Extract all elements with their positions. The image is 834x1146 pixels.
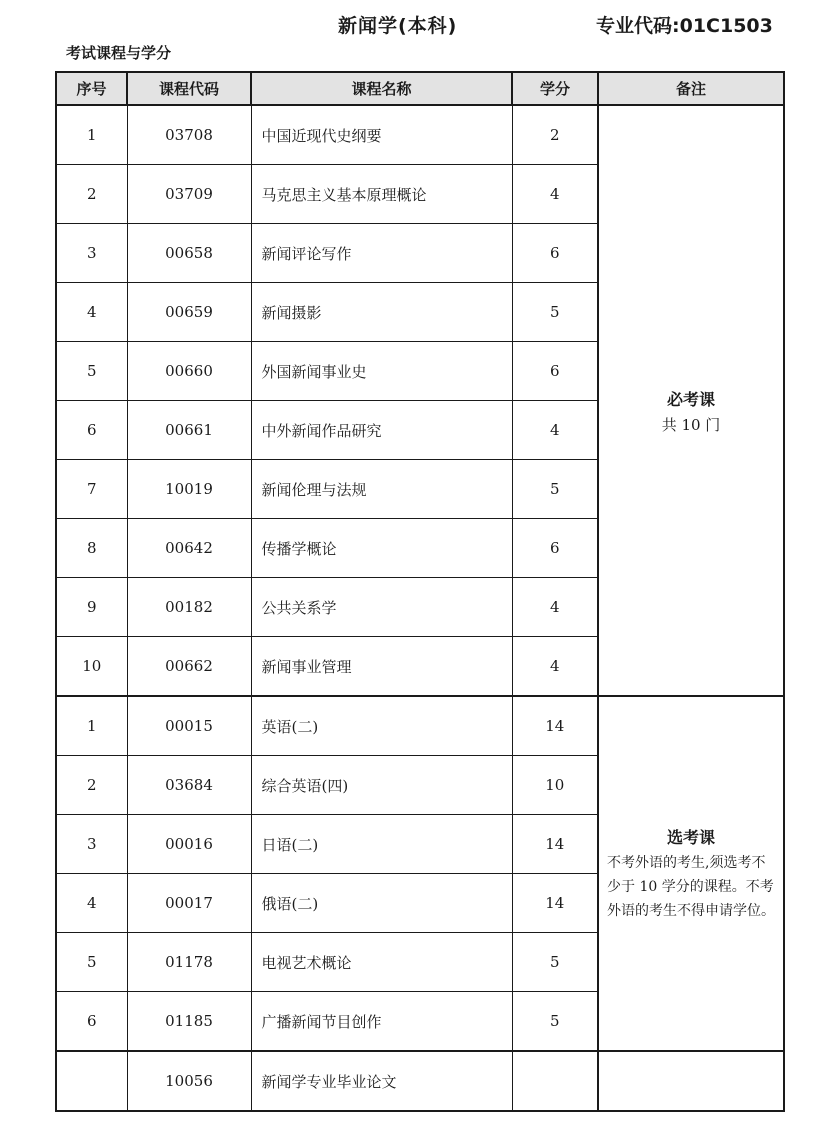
course-credit: 6 xyxy=(512,224,598,283)
table-row xyxy=(56,696,784,756)
course-name: 新闻评论写作 xyxy=(251,224,512,283)
course-name: 公共关系学 xyxy=(251,578,512,637)
course-no: 6 xyxy=(56,401,127,460)
course-credit: 4 xyxy=(512,637,598,697)
course-code: 03708 xyxy=(127,105,251,165)
course-name: 中外新闻作品研究 xyxy=(251,401,512,460)
course-no xyxy=(56,1051,127,1111)
course-credit: 14 xyxy=(512,815,598,874)
course-name: 中国近现代史纲要 xyxy=(251,105,512,165)
course-credit: 5 xyxy=(512,460,598,519)
course-credit: 4 xyxy=(512,578,598,637)
course-name: 综合英语(四) xyxy=(251,756,512,815)
course-credit: 14 xyxy=(512,874,598,933)
course-credit: 4 xyxy=(512,401,598,460)
course-code: 00642 xyxy=(127,519,251,578)
required-note-cell xyxy=(598,105,784,696)
course-credit: 10 xyxy=(512,756,598,815)
course-no: 5 xyxy=(56,342,127,401)
course-code: 03709 xyxy=(127,165,251,224)
course-no: 2 xyxy=(56,756,127,815)
course-code: 00659 xyxy=(127,283,251,342)
course-code: 00017 xyxy=(127,874,251,933)
course-code: 00662 xyxy=(127,637,251,697)
course-credit: 5 xyxy=(512,283,598,342)
course-name: 马克思主义基本原理概论 xyxy=(251,165,512,224)
course-code: 00016 xyxy=(127,815,251,874)
page-title: 新闻学(本科) xyxy=(338,15,458,37)
course-name: 新闻伦理与法规 xyxy=(251,460,512,519)
col-header-name: 课程名称 xyxy=(251,72,512,105)
course-no: 4 xyxy=(56,874,127,933)
course-credit: 6 xyxy=(512,519,598,578)
course-name: 新闻摄影 xyxy=(251,283,512,342)
course-no: 7 xyxy=(56,460,127,519)
course-no: 8 xyxy=(56,519,127,578)
course-name: 传播学概论 xyxy=(251,519,512,578)
course-code: 00015 xyxy=(127,696,251,756)
course-code: 10019 xyxy=(127,460,251,519)
course-no: 5 xyxy=(56,933,127,992)
course-credit: 14 xyxy=(512,696,598,756)
course-name: 外国新闻事业史 xyxy=(251,342,512,401)
required-note-title: 必考课 xyxy=(666,389,715,409)
table-row-thesis xyxy=(56,1051,784,1111)
course-credit: 6 xyxy=(512,342,598,401)
course-no: 1 xyxy=(56,105,127,165)
elective-note-text: 不考外语的考生,须选考不少于 10 学分的课程。不考外语的考生不得申请学位。 xyxy=(607,854,775,919)
course-code: 10056 xyxy=(127,1051,251,1111)
elective-note-cell xyxy=(598,696,784,1051)
course-credit: 4 xyxy=(512,165,598,224)
thesis-note xyxy=(598,1051,784,1111)
course-no: 1 xyxy=(56,696,127,756)
col-header-credit: 学分 xyxy=(512,72,598,105)
major-code: 专业代码:01C1503 xyxy=(596,15,773,37)
table-row xyxy=(56,105,784,165)
course-no: 6 xyxy=(56,992,127,1052)
col-header-note: 备注 xyxy=(598,72,784,105)
course-code: 01185 xyxy=(127,992,251,1052)
course-name: 俄语(二) xyxy=(251,874,512,933)
course-no: 4 xyxy=(56,283,127,342)
col-header-no: 序号 xyxy=(56,72,127,105)
course-no: 2 xyxy=(56,165,127,224)
course-table xyxy=(55,71,785,1112)
course-name: 新闻事业管理 xyxy=(251,637,512,697)
course-name: 新闻学专业毕业论文 xyxy=(251,1051,512,1111)
col-header-code: 课程代码 xyxy=(127,72,251,105)
course-code: 00658 xyxy=(127,224,251,283)
course-name: 日语(二) xyxy=(251,815,512,874)
elective-note-title: 选考课 xyxy=(666,827,715,847)
course-name: 广播新闻节目创作 xyxy=(251,992,512,1052)
section-heading: 考试课程与学分 xyxy=(66,44,172,62)
course-code: 00660 xyxy=(127,342,251,401)
course-no: 3 xyxy=(56,815,127,874)
course-name: 英语(二) xyxy=(251,696,512,756)
course-no: 10 xyxy=(56,637,127,697)
required-note-count: 共 10 门 xyxy=(661,415,721,434)
course-code: 03684 xyxy=(127,756,251,815)
table-header-row xyxy=(56,72,784,105)
course-code: 01178 xyxy=(127,933,251,992)
course-no: 3 xyxy=(56,224,127,283)
course-code: 00182 xyxy=(127,578,251,637)
course-name: 电视艺术概论 xyxy=(251,933,512,992)
course-credit: 5 xyxy=(512,933,598,992)
course-credit: 5 xyxy=(512,992,598,1052)
course-code: 00661 xyxy=(127,401,251,460)
course-credit: 2 xyxy=(512,105,598,165)
course-no: 9 xyxy=(56,578,127,637)
course-credit xyxy=(512,1051,598,1111)
